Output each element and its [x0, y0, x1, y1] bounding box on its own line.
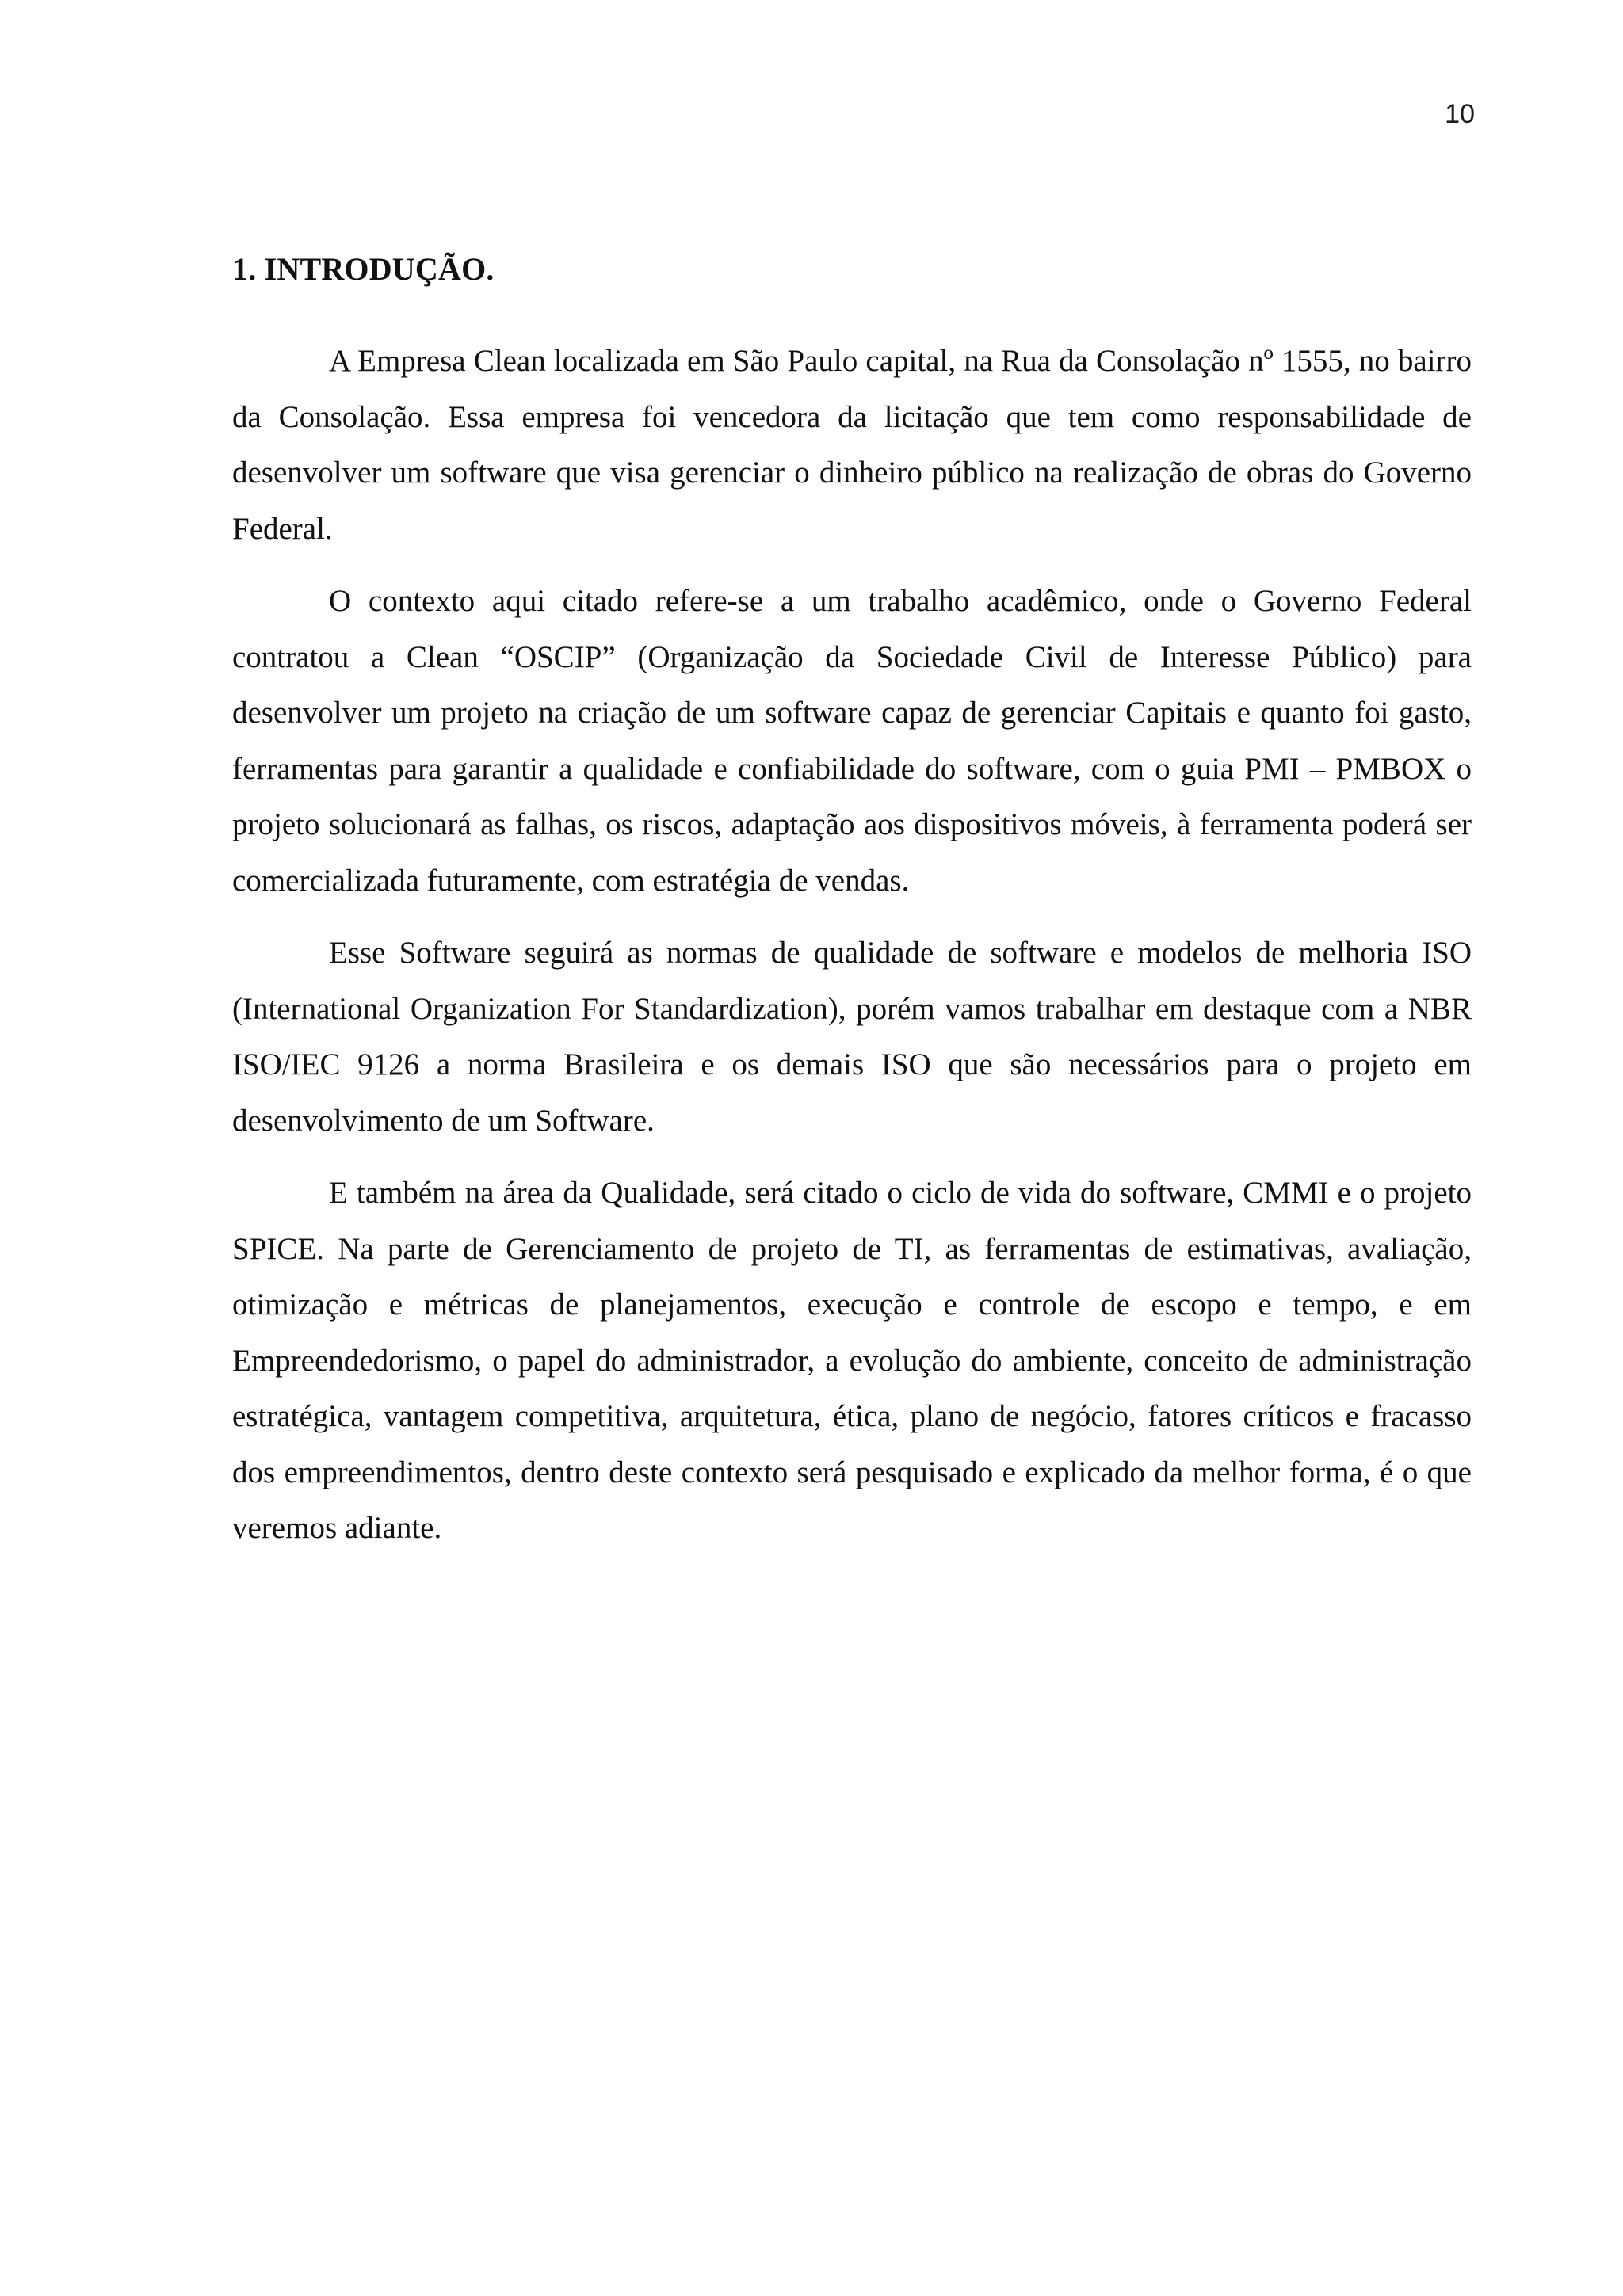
paragraph-2: O contexto aqui citado refere-se a um trabalho acadêmico, onde o Governo Federal contratou a Clean “OSCIP” (Organização da Sociedade Civil de Interesse Público) para desenvolver um projeto na criação de um software capaz de gerenciar Capitais e quanto foi gasto, ferramentas para garantir a qualidade e confiabilidade do software, com o guia PMI – PMBOX o projeto solucionará as falhas, os riscos, adaptação aos dispositivos móveis, à ferramenta poderá ser comercializada futuramente, com estratégia de vendas.	[232, 584, 1472, 898]
paragraph-1: A Empresa Clean localizada em São Paulo capital, na Rua da Consolação nº 1555, no bairro da Consolação. Essa empresa foi vencedora da licitação que tem como responsabilidade de desenvolver um software que visa gerenciar o dinheiro público na realização de obras do Governo Federal.	[232, 344, 1472, 546]
paragraph-4: E também na área da Qualidade, será citado o ciclo de vida do software, CMMI e o projeto SPICE. Na parte de Gerenciamento de projeto de TI, as ferramentas de estimativas, avaliação, otimização e métricas de planejamentos, execução e controle de escopo e tempo, e em Empreendedorismo, o papel do administrador, a evolução do ambiente, conceito de administração estratégica, vantagem competitiva, arquitetura, ética, plano de negócio, fatores críticos e fracasso dos empreendimentos, dentro deste contexto será pesquisado e explicado da melhor forma, é o que veremos adiante.	[232, 1176, 1472, 1545]
section-title: 1. INTRODUÇÃO.	[232, 251, 495, 287]
page-number: 10	[1445, 99, 1475, 129]
page-content	[232, 247, 1472, 1557]
paragraph-3: Esse Software seguirá as normas de qualidade de software e modelos de melhoria ISO (International Organization For Standardization), porém vamos trabalhar em destaque com a NBR ISO/IEC 9126 a norma Brasileira e os demais ISO que são necessários para o projeto em desenvolvimento de um Software.	[232, 936, 1472, 1138]
